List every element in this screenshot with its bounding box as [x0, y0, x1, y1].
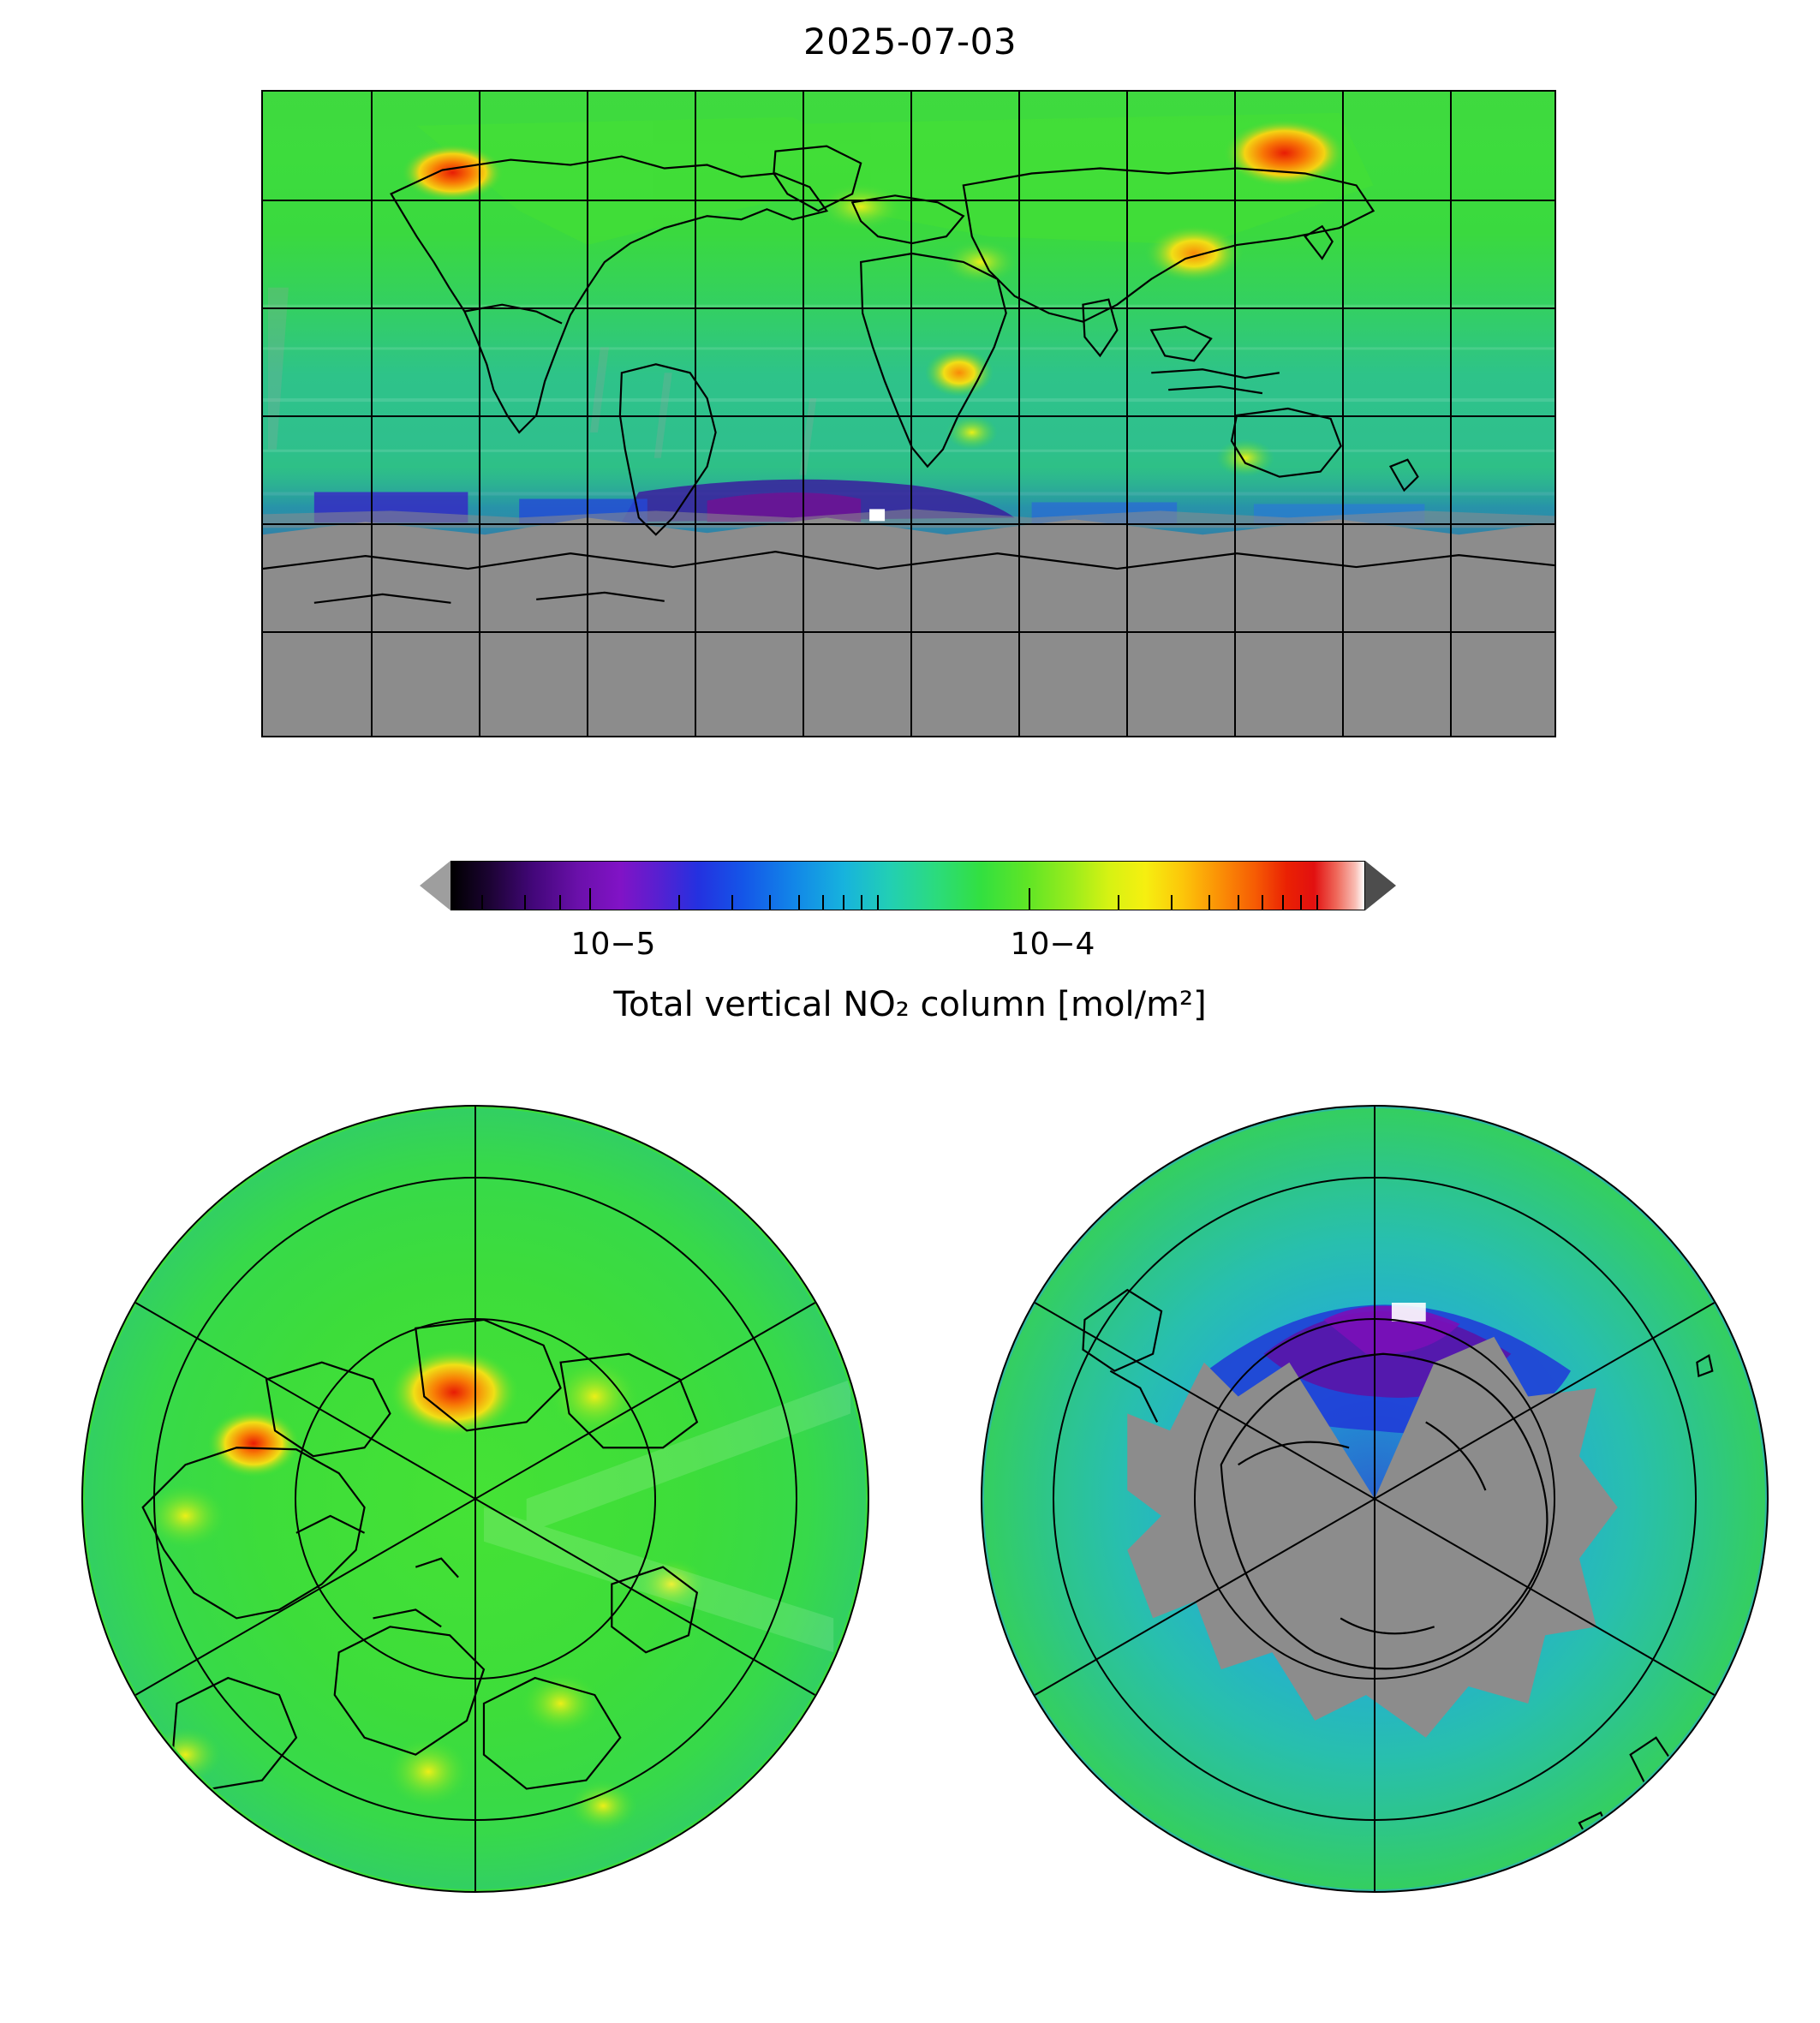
- colorbar-tick-label-1: 10−5: [570, 927, 656, 962]
- colorbar-minor-tick: [1262, 895, 1263, 910]
- map-gridline-lon: [1126, 92, 1128, 736]
- colorbar-minor-tick: [1118, 895, 1119, 910]
- map-gridline-lat: [263, 523, 1554, 525]
- colorbar-tick-label-2: 10−4: [1010, 927, 1095, 962]
- colorbar-under-arrow: [420, 861, 451, 910]
- colorbar-minor-tick: [861, 895, 862, 910]
- map-gridline-lon: [1450, 92, 1452, 736]
- map-gridline-lat: [263, 631, 1554, 633]
- map-gridline-lon: [910, 92, 912, 736]
- colorbar-minor-tick: [559, 895, 561, 910]
- map-gridline-lon: [371, 92, 373, 736]
- colorbar-minor-tick: [1316, 895, 1318, 910]
- map-gridline-lon: [803, 92, 804, 736]
- colorbar-minor-tick: [1282, 895, 1284, 910]
- colorbar-minor-tick: [1300, 895, 1302, 910]
- colorbar-minor-tick: [1238, 895, 1239, 910]
- map-gridline-lon: [479, 92, 480, 736]
- colorbar-minor-tick: [1171, 895, 1173, 910]
- colorbar-major-tick: [589, 888, 591, 910]
- colorbar-minor-tick: [798, 895, 800, 910]
- map-gridline-lat: [263, 307, 1554, 309]
- global-map-panel: [261, 90, 1556, 737]
- map-gridline-lon: [1018, 92, 1020, 736]
- global-map-image: [263, 92, 1554, 736]
- colorbar-gradient: [451, 861, 1365, 910]
- colorbar-minor-tick: [524, 895, 526, 910]
- colorbar-over-arrow: [1365, 861, 1396, 910]
- colorbar-minor-tick: [481, 895, 483, 910]
- map-gridline-lat: [263, 415, 1554, 417]
- page-title: 2025-07-03: [803, 21, 1017, 63]
- north-polar-panel: [81, 1105, 869, 1893]
- colorbar-minor-tick: [843, 895, 844, 910]
- map-gridline-lon: [1342, 92, 1344, 736]
- map-gridline-lon: [1234, 92, 1236, 736]
- colorbar: [420, 861, 1396, 917]
- colorbar-axis-label: Total vertical NO₂ column [mol/m²]: [613, 985, 1207, 1024]
- colorbar-minor-tick: [678, 895, 680, 910]
- colorbar-minor-tick: [769, 895, 771, 910]
- map-gridline-lat: [263, 200, 1554, 201]
- colorbar-minor-tick: [822, 895, 824, 910]
- map-gridline-lon: [587, 92, 588, 736]
- colorbar-minor-tick: [731, 895, 733, 910]
- colorbar-major-tick: [1029, 888, 1030, 910]
- map-gridline-lon: [695, 92, 696, 736]
- south-polar-panel: [981, 1105, 1769, 1893]
- colorbar-minor-tick: [877, 895, 879, 910]
- colorbar-minor-tick: [1208, 895, 1210, 910]
